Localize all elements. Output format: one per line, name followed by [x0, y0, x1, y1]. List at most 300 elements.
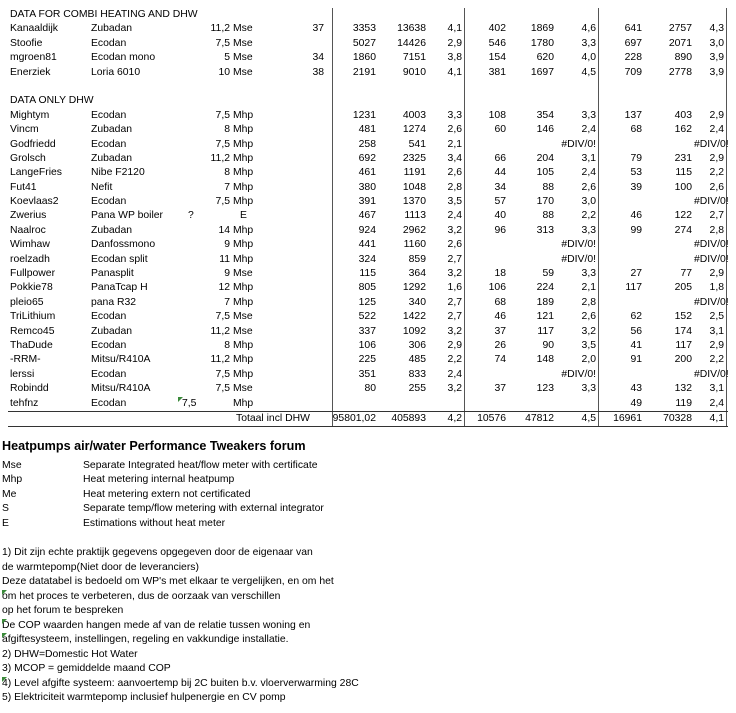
table-row[interactable]	[8, 37, 728, 51]
table-row[interactable]	[8, 296, 728, 310]
note-line[interactable]	[2, 604, 359, 619]
cell-capacity-kw: 7,5	[215, 138, 230, 150]
cell-electricity-kwh: 924	[358, 224, 376, 236]
cell-month2-electricity: 39	[630, 181, 642, 193]
legend-text: Heat metering internal heatpump	[83, 474, 235, 486]
cell-capacity-kw: 10	[218, 66, 230, 78]
cell-cop: 3,2	[447, 383, 462, 395]
cell-capacity-kw: 7	[224, 296, 230, 308]
cell-capacity-kw: 12	[218, 282, 230, 294]
cell-month2-cop: 2,9	[709, 109, 724, 121]
cell-user-name: LangeFries	[10, 167, 62, 179]
error-indicator-icon	[2, 633, 7, 638]
cell-meter-type: Mhp	[233, 181, 254, 193]
cell-cop: 2,1	[447, 138, 462, 150]
cell-meter-type: Mhp	[233, 109, 254, 121]
note-line[interactable]	[2, 590, 359, 605]
table-row[interactable]	[8, 166, 728, 180]
cell-month2-cop: #DIV/0!	[694, 296, 729, 308]
cell-meter-type: Mhp	[233, 124, 254, 136]
cell-month-electricity: 18	[494, 268, 506, 280]
cell-heat-kwh: 1422	[402, 311, 426, 323]
cell-month-electricity: 44	[494, 167, 506, 179]
cell-meter-type: Mse	[233, 311, 253, 323]
total-cell: 70328	[663, 412, 692, 424]
cell-heatpump-model: Zubadan	[91, 224, 133, 236]
cell-month-cop: 2,4	[581, 124, 596, 136]
cell-electricity-kwh: 80	[364, 383, 376, 395]
cell-meter-type: Mse	[233, 325, 253, 337]
cell-month-heat: 189	[536, 296, 554, 308]
cell-month2-heat: 2757	[668, 23, 692, 35]
cell-month2-heat: 274	[674, 224, 692, 236]
cell-electricity-kwh: 1231	[352, 109, 376, 121]
cell-heatpump-model: PanaTcap H	[91, 282, 148, 294]
cell-month2-heat: 100	[674, 181, 692, 193]
cell-month2-cop: 3,9	[709, 52, 724, 64]
cell-month-heat: 88	[542, 181, 554, 193]
cell-user-name: lerssi	[10, 368, 35, 380]
cell-month-electricity: 402	[488, 23, 506, 35]
legend-text: Separate Integrated heat/flow meter with certificate	[83, 460, 318, 471]
cell-month-electricity: 381	[488, 66, 506, 78]
legend-key: Me	[2, 488, 17, 500]
cell-heat-kwh: 1292	[402, 282, 426, 294]
cell-month-cop: 3,2	[581, 325, 596, 337]
cell-electricity-kwh: 2191	[352, 66, 376, 78]
cell-heat-kwh: 9010	[402, 66, 426, 78]
cell-month2-cop: 2,9	[709, 152, 724, 164]
table-row[interactable]	[8, 66, 728, 80]
cell-month2-cop: #DIV/0!	[694, 239, 729, 251]
cell-month-electricity: 34	[494, 181, 506, 193]
cell-month-heat: 1697	[530, 66, 554, 78]
table-row[interactable]	[8, 310, 728, 324]
cell-month-cop: #DIV/0!	[561, 239, 596, 251]
cell-month-cop: #DIV/0!	[561, 368, 596, 380]
cell-month-heat: 1869	[530, 23, 554, 35]
table-row[interactable]	[8, 325, 728, 339]
table-row[interactable]	[8, 397, 728, 411]
cell-month-electricity: 106	[488, 282, 506, 294]
cell-month2-heat: 117	[675, 339, 692, 351]
cell-month2-heat: 152	[674, 311, 692, 323]
legend-key: Mhp	[2, 474, 23, 486]
cell-capacity-kw: 9	[224, 239, 230, 251]
cell-user-name: Robindd	[10, 383, 49, 395]
cell-month-cop: 2,0	[581, 354, 596, 366]
table-row[interactable]	[8, 224, 728, 238]
total-cell: 10576	[477, 412, 506, 424]
spreadsheet	[8, 8, 728, 427]
combi-table	[8, 22, 728, 80]
cell-month2-cop: 4,3	[709, 23, 724, 35]
cell-month2-heat: 890	[674, 52, 692, 64]
cell-month2-cop: 3,1	[709, 325, 724, 337]
cell-month2-heat: 174	[674, 325, 692, 337]
note-text: Deze datatabel is bedoeld om WP's met elkaar te vergelijken, en om het	[2, 576, 334, 587]
cell-cop: 3,3	[447, 109, 462, 121]
cell-month-heat: 88	[542, 210, 554, 222]
cell-month2-electricity: 709	[624, 66, 642, 78]
cell-heatpump-model: Nefit	[91, 181, 113, 193]
cell-heat-kwh: 1092	[402, 325, 426, 337]
cell-month-cop: 2,8	[581, 296, 596, 308]
cell-month-electricity: 40	[494, 210, 506, 222]
cell-user-name: ThaDude	[10, 339, 53, 351]
cell-month2-cop: #DIV/0!	[694, 368, 729, 380]
cell-month2-heat: 132	[674, 383, 692, 395]
note-text: De COP waarden hangen mede af van de relatie tussen woning en	[2, 619, 311, 631]
cell-month2-heat: 122	[674, 210, 692, 222]
cell-month2-heat: 115	[675, 167, 692, 179]
legend-key: S	[2, 503, 9, 515]
cell-month-electricity: 26	[494, 339, 506, 351]
cell-cop: 3,2	[447, 325, 462, 337]
total-cell: 4,1	[709, 412, 724, 424]
legend-key: E	[2, 517, 9, 529]
cell-heatpump-model: Ecodan	[91, 397, 127, 409]
cell-heatpump-model: Ecodan	[91, 368, 127, 380]
cell-month2-cop: 2,4	[709, 397, 724, 409]
cell-capacity-kw: 11,2	[210, 354, 230, 366]
cell-electricity-kwh: 3353	[352, 23, 376, 35]
cell-month-electricity: 96	[494, 224, 506, 236]
cell-heat-kwh: 859	[408, 253, 426, 265]
cell-month2-cop: 2,8	[709, 224, 724, 236]
cell-meter-type: Mse	[233, 268, 253, 280]
total-row[interactable]	[8, 411, 728, 427]
cell-heat-kwh: 7151	[402, 52, 426, 64]
cell-month-cop: 2,4	[581, 167, 596, 179]
cell-meter-type: Mhp	[233, 138, 254, 150]
cell-month-electricity: 66	[494, 152, 506, 164]
note-line[interactable]	[2, 575, 359, 590]
cell-month-cop: 3,5	[581, 339, 596, 351]
cell-heatpump-model: Panasplit	[91, 268, 134, 280]
total-cell: 95801,02	[332, 412, 376, 424]
legend-text: Heat metering extern not certificated	[83, 488, 251, 500]
error-indicator-icon	[178, 397, 183, 402]
cell-month2-cop: 1,8	[709, 282, 724, 294]
table-row[interactable]	[8, 123, 728, 137]
cell-level: 38	[312, 66, 324, 78]
cell-cop: 2,4	[447, 210, 462, 222]
cell-heat-kwh: 13638	[397, 23, 426, 35]
cell-electricity-kwh: 692	[358, 152, 376, 164]
cell-heatpump-model: Zubadan	[91, 152, 133, 164]
cell-month-cop: 4,5	[581, 66, 596, 78]
cell-user-name: Stoofie	[10, 37, 43, 49]
cell-cop: 2,8	[447, 181, 462, 193]
legend-key: Mse	[2, 460, 22, 471]
cell-month-electricity: 57	[494, 196, 506, 208]
cell-heatpump-model: Zubadan	[91, 124, 133, 136]
cell-month2-cop: 2,9	[709, 268, 724, 280]
cell-heatpump-model: Nibe F2120	[91, 167, 145, 179]
section-dhw-header[interactable]	[8, 94, 728, 108]
cell-month-heat: 121	[536, 311, 554, 323]
cell-cop: 2,7	[447, 296, 462, 308]
table-row[interactable]	[8, 238, 728, 252]
cell-electricity-kwh: 467	[358, 210, 376, 222]
cell-heat-kwh: 485	[408, 354, 426, 366]
table-row[interactable]	[8, 181, 728, 195]
total-cell: 16961	[613, 412, 642, 424]
cell-month-heat: 123	[536, 383, 554, 395]
cell-month2-cop: 2,5	[709, 311, 724, 323]
cell-heatpump-model: Pana WP boiler	[91, 210, 164, 222]
cell-electricity-kwh: 441	[358, 239, 376, 251]
empty-row[interactable]	[8, 80, 728, 94]
cell-level: 37	[312, 23, 324, 35]
cell-heat-kwh: 364	[408, 268, 426, 280]
table-row[interactable]	[8, 209, 728, 223]
cell-electricity-kwh: 115	[359, 268, 376, 280]
cell-month-heat: 90	[542, 339, 554, 351]
cell-heat-kwh: 340	[408, 296, 426, 308]
cell-month2-heat: 162	[674, 124, 692, 136]
cell-user-name: Zwerius	[10, 210, 47, 222]
cell-capacity-kw: 8	[224, 339, 230, 351]
table-row[interactable]	[8, 51, 728, 65]
cell-electricity-kwh: 125	[358, 296, 376, 308]
cell-heat-kwh: 833	[408, 368, 426, 380]
cell-month-cop: 3,3	[581, 109, 596, 121]
cell-capacity-kw: 7,5	[215, 383, 230, 395]
cell-heatpump-model: Zubadan	[91, 23, 133, 35]
cell-user-name: Pokkie78	[10, 282, 53, 294]
cell-capacity-kw: ?	[188, 210, 194, 222]
cell-month2-cop: #DIV/0!	[694, 196, 729, 208]
cell-month2-electricity: 41	[630, 339, 642, 351]
cell-capacity-kw: 11,2	[210, 325, 230, 337]
note-line[interactable]	[2, 662, 359, 677]
cell-user-name: tehfnz	[10, 397, 39, 409]
cell-meter-type: Mhp	[233, 282, 254, 294]
cell-capacity-kw: 14	[218, 224, 230, 236]
cell-heat-kwh: 306	[408, 339, 426, 351]
cell-month-electricity: 37	[494, 325, 506, 337]
cell-month-electricity: 37	[494, 383, 506, 395]
cell-heatpump-model: Loria 6010	[91, 66, 141, 78]
cell-meter-type: E	[240, 210, 247, 222]
cell-month-cop: 4,6	[581, 23, 596, 35]
cell-month2-electricity: 53	[630, 167, 642, 179]
cell-cop: 4,1	[447, 66, 462, 78]
table-row[interactable]	[8, 152, 728, 166]
table-row[interactable]	[8, 281, 728, 295]
cell-month-heat: 117	[537, 325, 554, 337]
forum-title: Heatpumps air/water Performance Tweakers forum	[2, 439, 306, 453]
cell-month2-electricity: 68	[630, 124, 642, 136]
cell-cop: 3,2	[447, 224, 462, 236]
cell-month2-cop: 3,9	[709, 66, 724, 78]
cell-user-name: Grolsch	[10, 152, 46, 164]
cell-heatpump-model: Ecodan mono	[91, 52, 156, 64]
cell-month-heat: 105	[536, 167, 554, 179]
cell-capacity-kw: 11,2	[210, 23, 230, 35]
cell-cop: 2,4	[447, 368, 462, 380]
cell-cop: 4,1	[447, 23, 462, 35]
cell-month2-electricity: 697	[624, 37, 642, 49]
table-row[interactable]	[8, 109, 728, 123]
cell-month2-cop: 2,9	[709, 339, 724, 351]
cell-heatpump-model: Ecodan	[91, 138, 127, 150]
table-row[interactable]	[8, 382, 728, 396]
cell-heat-kwh: 2325	[402, 152, 426, 164]
cell-electricity-kwh: 324	[358, 253, 376, 265]
note-line[interactable]	[2, 691, 359, 706]
cell-month2-cop: #DIV/0!	[694, 253, 729, 265]
cell-month2-cop: 2,4	[709, 124, 724, 136]
cell-user-name: Godfriedd	[10, 138, 56, 150]
cell-month2-heat: 403	[674, 109, 692, 121]
cell-month-heat: 1780	[530, 37, 554, 49]
cell-month-cop: 2,6	[581, 181, 596, 193]
cell-meter-type: Mse	[233, 66, 253, 78]
cell-electricity-kwh: 106	[358, 339, 376, 351]
cell-month2-cop: 3,0	[709, 37, 724, 49]
cell-electricity-kwh: 351	[358, 368, 376, 380]
cell-month-cop: 4,0	[581, 52, 596, 64]
cell-month-heat: 620	[536, 52, 554, 64]
cell-month-electricity: 60	[494, 124, 506, 136]
cell-month2-electricity: 62	[630, 311, 642, 323]
cell-cop: 2,6	[447, 124, 462, 136]
table-row[interactable]	[8, 138, 728, 152]
cell-month-electricity: 74	[494, 354, 506, 366]
cell-electricity-kwh: 391	[358, 196, 376, 208]
cell-cop: 3,2	[447, 268, 462, 280]
section-title: DATA ONLY DHW	[10, 95, 94, 107]
cell-heat-kwh: 1048	[402, 181, 426, 193]
cell-heat-kwh: 541	[408, 138, 426, 150]
cell-meter-type: Mhp	[233, 397, 254, 409]
cell-cop: 2,6	[447, 167, 462, 179]
notes	[2, 546, 359, 706]
cell-month2-cop: 2,7	[709, 210, 724, 222]
table-row[interactable]	[8, 195, 728, 209]
cell-meter-type: Mhp	[233, 196, 254, 208]
cell-heatpump-model: Danfossmono	[91, 239, 156, 251]
note-text: 1) Dit zijn echte praktijk gegevens opgegeven door de eigenaar van	[2, 547, 313, 558]
cell-capacity-kw: 7,5	[215, 368, 230, 380]
cell-cop: 2,7	[447, 253, 462, 265]
cell-user-name: Kanaaldijk	[10, 23, 58, 35]
cell-electricity-kwh: 337	[358, 325, 376, 337]
note-line[interactable]	[2, 619, 359, 634]
cell-month-cop: 3,1	[581, 152, 596, 164]
cell-capacity-kw: 8	[224, 124, 230, 136]
dhw-table	[8, 109, 728, 411]
cell-month-cop: 3,3	[581, 37, 596, 49]
cell-month-cop: 2,6	[581, 311, 596, 323]
cell-electricity-kwh: 481	[358, 124, 376, 136]
note-line[interactable]	[2, 648, 359, 663]
note-line[interactable]	[2, 633, 359, 648]
section-combi-header[interactable]	[8, 8, 728, 22]
cell-heatpump-model: Ecodan	[91, 196, 127, 208]
note-text: de warmtepomp(Niet door de leveranciers)	[2, 561, 199, 573]
legend-text: Estimations without heat meter	[83, 517, 226, 529]
cell-cop: 2,6	[447, 239, 462, 251]
cell-meter-type: Mhp	[233, 152, 254, 164]
table-row[interactable]	[8, 368, 728, 382]
cell-month-heat: 148	[536, 354, 554, 366]
table-row[interactable]	[8, 353, 728, 367]
table-row[interactable]	[8, 22, 728, 36]
cell-user-name: mgroen81	[10, 52, 57, 64]
table-row[interactable]	[8, 267, 728, 281]
cell-month2-electricity: 49	[630, 397, 642, 409]
cell-month-cop: 3,3	[581, 224, 596, 236]
note-text: 4) Level afgifte systeem: aanvoertemp bij 2C buiten b.v. vloerverwarming 28C	[2, 677, 359, 689]
cell-month2-heat: 2071	[668, 37, 692, 49]
cell-user-name: TriLithium	[10, 311, 56, 323]
cell-meter-type: Mhp	[233, 167, 254, 179]
error-indicator-icon	[2, 677, 7, 682]
cell-month-heat: 313	[536, 224, 554, 236]
cell-electricity-kwh: 805	[358, 282, 376, 294]
note-text: op het forum te bespreken	[2, 605, 124, 616]
cell-user-name: Fullpower	[10, 268, 56, 280]
cell-capacity-kw: 7	[224, 181, 230, 193]
cell-month-heat: 354	[536, 109, 554, 121]
cell-month2-electricity: 99	[630, 224, 642, 236]
note-line[interactable]	[2, 677, 359, 692]
cell-month-heat: 59	[542, 268, 554, 280]
cell-cop: 2,7	[447, 311, 462, 323]
cell-month-electricity: 108	[488, 109, 506, 121]
cell-heat-kwh: 2962	[402, 224, 426, 236]
cell-month2-heat: 205	[674, 282, 692, 294]
cell-cop: 2,2	[447, 354, 462, 366]
cell-cop: 2,9	[447, 339, 462, 351]
cell-meter-type: Mhp	[233, 296, 254, 308]
cell-meter-type: Mhp	[233, 354, 254, 366]
cell-user-name: Vincm	[10, 124, 39, 136]
total-cell: 4,5	[581, 412, 596, 424]
cell-heat-kwh: 4003	[402, 109, 426, 121]
cell-heatpump-model: Mitsu/R410A	[91, 383, 151, 395]
cell-meter-type: Mse	[233, 383, 253, 395]
cell-heat-kwh: 255	[408, 383, 426, 395]
cell-user-name: pleio65	[10, 296, 44, 308]
note-text: om het proces te verbeteren, dus de oorzaak van verschillen	[2, 590, 281, 602]
cell-capacity-kw: 11,2	[210, 152, 230, 164]
note-line[interactable]	[2, 546, 359, 561]
cell-user-name: Fut41	[10, 181, 37, 193]
cell-month-cop: 3,3	[581, 383, 596, 395]
cell-heat-kwh: 14426	[397, 37, 426, 49]
cell-month-cop: 3,3	[581, 268, 596, 280]
cell-month2-electricity: 27	[630, 268, 642, 280]
cell-heatpump-model: Mitsu/R410A	[91, 354, 151, 366]
cell-capacity-kw: 11	[219, 253, 230, 265]
table-row[interactable]	[8, 339, 728, 353]
total-cell: 4,2	[447, 412, 462, 424]
cell-month2-heat: 200	[674, 354, 692, 366]
table-row[interactable]	[8, 253, 728, 267]
cell-heat-kwh: 1160	[403, 239, 426, 251]
cell-electricity-kwh: 461	[358, 167, 376, 179]
cell-capacity-kw: 7,5	[215, 311, 230, 323]
note-line[interactable]	[2, 561, 359, 576]
cell-month2-cop: 2,2	[709, 167, 724, 179]
cell-month-heat: 204	[536, 152, 554, 164]
cell-month2-heat: 77	[680, 268, 692, 280]
